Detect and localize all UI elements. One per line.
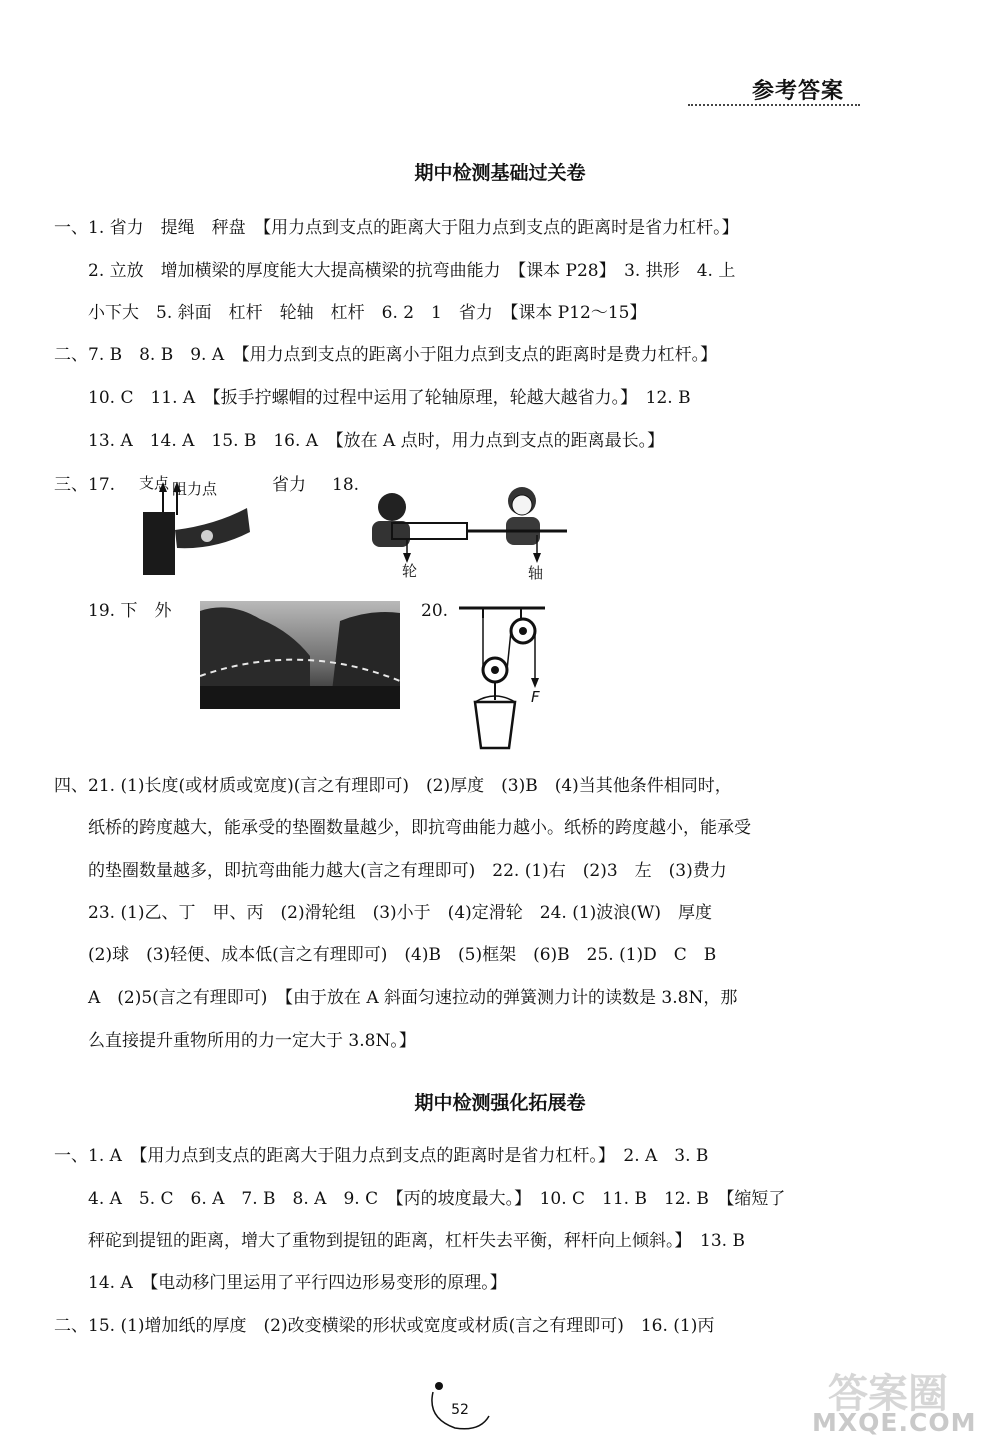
pulley-figure: [453, 598, 553, 754]
q17-answer: 省力: [272, 475, 306, 495]
header-title: 参考答案: [752, 79, 845, 104]
answer-line: 2. 立放 增加横梁的厚度能大大提高横梁的抗弯曲能力 【课本 P28】 3. 拱形 4. 上: [88, 261, 736, 281]
force-label: F: [531, 688, 540, 706]
wheel-label: 轮: [402, 562, 418, 580]
answer-line: 13. A 14. A 15. B 16. A 【放在 A 点时，用力点到支点的距离最长。】: [88, 431, 665, 451]
answer-line: 四、21. (1)长度(或材质或宽度)(言之有理即可) (2)厚度 (3)B (4)当其他条件相同时，: [54, 776, 732, 796]
answer-line: 一、1. A 【用力点到支点的距离大于阻力点到支点的距离时是省力杠杆。】 2. A 3. B: [54, 1146, 709, 1166]
answer-line: 23. (1)乙、丁 甲、丙 (2)滑轮组 (3)小于 (4)定滑轮 24. (1)波浪(W) 厚度: [88, 903, 713, 923]
q18-label: 18.: [332, 475, 360, 495]
answer-line: (2)球 (3)轻便、成本低(言之有理即可) (4)B (5)框架 (6)B 25. (1)D C B: [88, 945, 717, 965]
answer-line: A (2)5(言之有理即可) 【由于放在 A 斜面匀速拉动的弹簧测力计的读数是 3.8N，那: [88, 988, 738, 1008]
section-title-basic: 期中检测基础过关卷: [414, 162, 586, 184]
watermark-url: MXQE.COM: [812, 1408, 977, 1437]
answer-line: 么直接提升重物所用的力一定大于 3.8N。】: [88, 1031, 416, 1051]
section-title-extended: 期中检测强化拓展卷: [414, 1092, 586, 1114]
resistance-point-label: 阻力点: [172, 480, 218, 498]
answer-line: 小下大 5. 斜面 杠杆 轮轴 杠杆 6. 2 1 省力 【课本 P12～15】: [88, 303, 647, 323]
answer-line: 纸桥的跨度越大，能承受的垫圈数量越少，即抗弯曲能力越小。纸桥的跨度越小，能承受: [88, 818, 751, 838]
axle-label: 轴: [528, 564, 544, 582]
q17-label: 三、17.: [54, 475, 116, 495]
q20-label: 20.: [421, 601, 449, 621]
answer-line: 4. A 5. C 6. A 7. B 8. A 9. C 【丙的坡度最大。】 10. C 11. B 12. B 【缩短了: [88, 1189, 786, 1209]
answer-line: 14. A 【电动移门里运用了平行四边形易变形的原理。】: [88, 1273, 507, 1293]
answer-line: 二、7. B 8. B 9. A 【用力点到支点的距离小于阻力点到支点的距离时是费力杠杆。】: [54, 345, 718, 365]
bridge-photo: [200, 601, 400, 709]
answer-line: 一、1. 省力 提绳 秤盘 【用力点到支点的距离大于阻力点到支点的距离时是省力杠杆。】: [54, 218, 739, 238]
answer-line: 秤砣到提钮的距离，增大了重物到提钮的距离，杠杆失去平衡，秤杆向上倾斜。】 13. B: [88, 1231, 745, 1251]
fulcrum-label: 支点: [139, 474, 170, 492]
answer-line: 二、15. (1)增加纸的厚度 (2)改变横梁的形状或宽度或材质(言之有理即可) 16. (1)丙: [54, 1316, 715, 1336]
answer-line: 10. C 11. A 【扳手拧螺帽的过程中运用了轮轴原理，轮越大越省力。】 12. B: [88, 388, 691, 408]
page-number: 52: [451, 1402, 469, 1418]
watermark-logo: 答案圈: [828, 1371, 948, 1417]
header-divider: [688, 104, 860, 106]
answer-line: 的垫圈数量越多，即抗弯曲能力越大(言之有理即可) 22. (1)右 (2)3 左 (3)费力: [88, 861, 727, 881]
q19-answer: 19. 下 外: [88, 601, 172, 621]
